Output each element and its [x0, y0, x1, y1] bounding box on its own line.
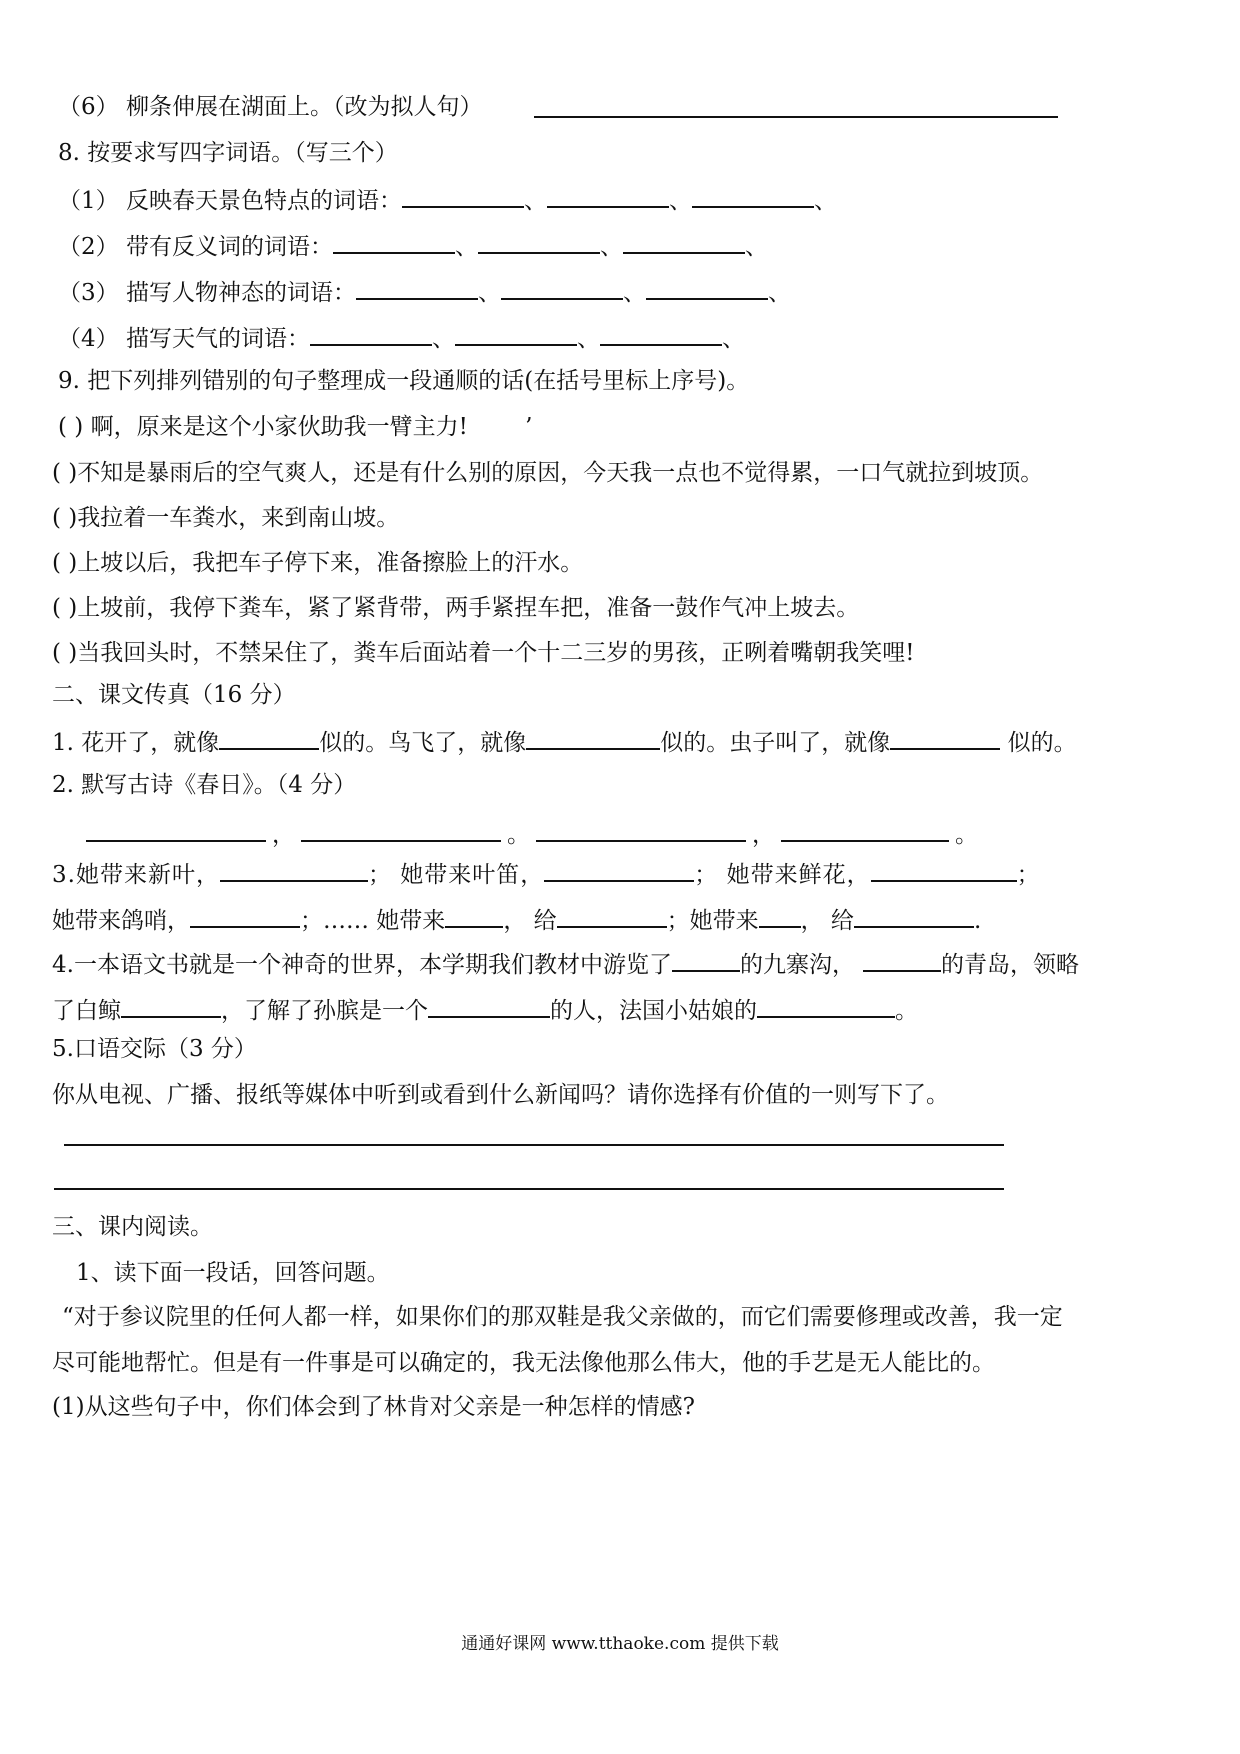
- s2-q3-line-1: [52, 858, 1041, 890]
- stray-mark: ’: [525, 414, 533, 440]
- s2-q1-text-a: 1. 花开了，就像: [52, 730, 220, 756]
- order-paren[interactable]: ( ): [52, 505, 78, 531]
- separator: 、: [477, 280, 501, 306]
- poem-blank-1[interactable]: [86, 818, 266, 842]
- section-3-title: 三、课内阅读。: [52, 1214, 213, 1240]
- s2-q1-text-b: 似的。鸟飞了，就像: [319, 730, 527, 756]
- s2-q4-text-e: ，了解了孙膑是一个: [221, 998, 428, 1024]
- q8-4-number: （4）: [58, 326, 119, 352]
- s2-q3-blank-5[interactable]: [445, 904, 503, 928]
- separator: 、: [767, 280, 791, 306]
- separator: 、: [576, 326, 600, 352]
- separator: 、: [744, 234, 768, 260]
- q7-6-number: （6）: [58, 94, 119, 120]
- order-paren[interactable]: ( ): [52, 640, 78, 666]
- q8-1-number: （1）: [58, 188, 119, 214]
- s2-q4-text-f: 的人，法国小姑娘的: [550, 998, 757, 1024]
- q8-3-number: （3）: [58, 280, 119, 306]
- poem-blank-2[interactable]: [301, 818, 501, 842]
- s2-q3-blank-2[interactable]: [544, 858, 694, 882]
- separator: 、: [523, 188, 547, 214]
- q9-row-1: [52, 458, 1043, 488]
- s2-q4-blank-4[interactable]: [428, 994, 550, 1018]
- s2-q4-line-2: [52, 994, 918, 1026]
- s2-q3-text-e: 她带来鸽哨，: [52, 908, 190, 934]
- q9-row-2: [52, 503, 399, 533]
- s2-q4-text-c: 的青岛，领略: [940, 952, 1079, 978]
- s2-q3-blank-1[interactable]: [220, 858, 368, 882]
- sentence-text: 上坡以后，我把车子停下来，准备擦脸上的汗水。: [77, 550, 584, 576]
- s2-q3-text-h: ；她带来: [666, 908, 759, 934]
- s2-q2-poem-line: [86, 818, 984, 850]
- poem-blank-4[interactable]: [781, 818, 949, 842]
- q7-6-answer-line[interactable]: [534, 116, 1058, 118]
- poem-blank-3[interactable]: [536, 818, 746, 842]
- s2-q1-text-d: 似的。: [1000, 730, 1077, 756]
- order-paren[interactable]: ( ): [58, 414, 84, 440]
- q7-6-text: 柳条伸展在湖面上。（改为拟人句）: [125, 94, 483, 120]
- q8-1-text: 反映春天景色特点的词语：: [125, 188, 402, 214]
- q8-4-blank-3[interactable]: [600, 322, 722, 346]
- s3-q1: 1、读下面一段话，回答问题。: [76, 1260, 390, 1286]
- s2-q3-blank-4[interactable]: [190, 904, 300, 928]
- q8-2-number: （2）: [58, 234, 119, 260]
- q8-2-blank-3[interactable]: [623, 230, 745, 254]
- s2-q3-line-2: [52, 904, 981, 936]
- q9-title: 9. 把下列排列错别的句子整理成一段通顺的话(在括号里标上序号)。: [58, 368, 750, 394]
- s2-q2-title: 2. 默写古诗《春日》。（4 分）: [52, 772, 357, 798]
- q8-line-1: [58, 184, 837, 216]
- q8-3-blank-2[interactable]: [501, 276, 623, 300]
- s2-q4-text-d: 了白鲸: [52, 998, 121, 1024]
- s2-q4-text-a: 4.一本语文书就是一个神奇的世界，本学期我们教材中游览了: [52, 952, 672, 978]
- q7-6-line: [58, 92, 482, 122]
- poem-comma: ，: [752, 822, 775, 848]
- q9-first-line: [58, 412, 532, 442]
- section-2-title: 二、课文传真（16 分）: [52, 682, 296, 708]
- q8-2-blank-1[interactable]: [333, 230, 455, 254]
- s2-q3-text-i: ， 给: [800, 908, 854, 934]
- s2-q1-line: [52, 726, 1077, 758]
- separator: 、: [622, 280, 646, 306]
- s2-q1-blank-1[interactable]: [219, 726, 319, 750]
- q9-row-3: [52, 548, 583, 578]
- q9-row-4: [52, 593, 859, 623]
- q8-line-3: [58, 276, 791, 308]
- sentence-text: 不知是暴雨后的空气爽人，还是有什么别的原因，今天我一点也不觉得累，一口气就拉到坡顶。: [77, 460, 1044, 486]
- separator: 、: [431, 326, 455, 352]
- q8-1-blank-3[interactable]: [692, 184, 814, 208]
- sentence-text: 我拉着一车粪水，来到南山坡。: [77, 505, 400, 531]
- s2-q3-blank-6[interactable]: [557, 904, 667, 928]
- q8-2-text: 带有反义词的词语：: [125, 234, 333, 260]
- answer-line-1[interactable]: [64, 1144, 1004, 1146]
- s2-q1-blank-3[interactable]: [890, 726, 1000, 750]
- q8-3-blank-3[interactable]: [646, 276, 768, 300]
- order-paren[interactable]: ( ): [52, 550, 78, 576]
- q8-1-blank-1[interactable]: [402, 184, 524, 208]
- s2-q3-blank-3[interactable]: [871, 858, 1017, 882]
- s3-passage-line-1: “对于参议院里的任何人都一样，如果你们的那双鞋是我父亲做的，而它们需要修理或改善，我一定: [62, 1304, 1063, 1330]
- s2-q4-blank-3[interactable]: [121, 994, 221, 1018]
- separator: 、: [668, 188, 692, 214]
- s2-q3-text-g: ， 给: [503, 908, 557, 934]
- q8-line-4: [58, 322, 745, 354]
- q8-4-text: 描写天气的词语：: [125, 326, 310, 352]
- s2-q3-text-b: ； 她带来叶笛，: [367, 862, 545, 888]
- sentence-text: 当我回头时，不禁呆住了，粪车后面站着一个十二三岁的男孩，正咧着嘴朝我笑哩!: [77, 640, 915, 666]
- s3-passage-line-2: 尽可能地帮忙。但是有一件事是可以确定的，我无法像他那么伟大，他的手艺是无人能比的。: [52, 1350, 995, 1376]
- order-paren[interactable]: ( ): [52, 595, 78, 621]
- s2-q3-blank-8[interactable]: [854, 904, 974, 928]
- s3-sub-question-1: (1)从这些句子中，你们体会到了林肯对父亲是一种怎样的情感?: [52, 1394, 695, 1420]
- separator: 、: [813, 188, 837, 214]
- q8-4-blank-2[interactable]: [455, 322, 577, 346]
- s2-q3-blank-7[interactable]: [759, 904, 801, 928]
- s2-q4-text-b: 的九寨沟，: [739, 952, 855, 978]
- q8-3-blank-1[interactable]: [356, 276, 478, 300]
- q8-1-blank-2[interactable]: [547, 184, 669, 208]
- q8-line-2: [58, 230, 768, 262]
- q8-2-blank-2[interactable]: [478, 230, 600, 254]
- q9-row-5: [52, 638, 915, 668]
- s2-q5-title: 5.口语交际（3 分）: [52, 1036, 257, 1062]
- s2-q4-blank-5[interactable]: [757, 994, 895, 1018]
- s2-q4-blank-1[interactable]: [672, 948, 740, 972]
- s2-q3-text-c: ； 她带来鲜花，: [694, 862, 871, 888]
- poem-period: 。: [507, 822, 530, 848]
- q8-4-blank-1[interactable]: [310, 322, 432, 346]
- sentence-text: 啊，原来是这个小家伙助我一臂主力!: [90, 414, 468, 440]
- s2-q5-text: 你从电视、广播、报纸等媒体中听到或看到什么新闻吗？请你选择有价值的一则写下了。: [52, 1082, 949, 1108]
- s2-q3-text-a: 3.她带来新叶，: [52, 862, 220, 888]
- s2-q1-text-c: 似的。虫子叫了，就像: [660, 730, 891, 756]
- separator: 、: [721, 326, 745, 352]
- footer-credit: 通通好课网 www.tthaoke.com 提供下载: [461, 1634, 779, 1654]
- s2-q3-text-f: ；…… 她带来: [300, 908, 446, 934]
- s2-q1-blank-2[interactable]: [526, 726, 660, 750]
- s2-q4-blank-2[interactable]: [863, 948, 941, 972]
- answer-line-2[interactable]: [54, 1188, 1004, 1190]
- s2-q3-text-d: ；: [1016, 862, 1041, 888]
- sentence-text: 上坡前，我停下粪车，紧了紧背带，两手紧捏车把，准备一鼓作气冲上坡去。: [77, 595, 860, 621]
- order-paren[interactable]: ( ): [52, 460, 78, 486]
- s2-q3-text-j: .: [973, 908, 982, 934]
- poem-comma: ，: [272, 822, 295, 848]
- s2-q4-text-g: 。: [895, 998, 918, 1024]
- separator: 、: [599, 234, 623, 260]
- s2-q4-line-1: [52, 948, 1079, 980]
- q8-3-text: 描写人物神态的词语：: [125, 280, 356, 306]
- separator: 、: [454, 234, 478, 260]
- poem-period: 。: [955, 822, 978, 848]
- q8-title: 8. 按要求写四字词语。（写三个）: [58, 140, 398, 166]
